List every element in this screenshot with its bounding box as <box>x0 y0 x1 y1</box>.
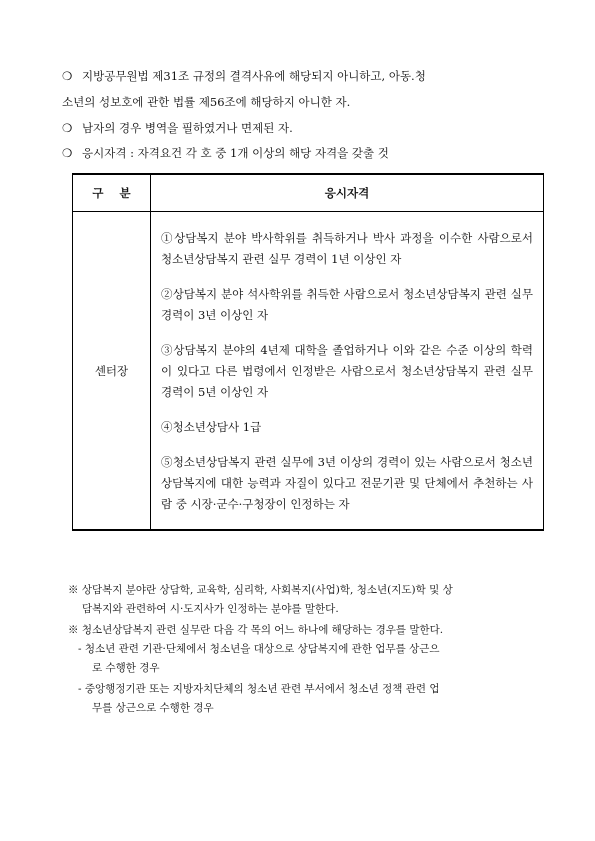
qualification-item-2: ②상담복지 분야 석사학위를 취득한 사람으로서 청소년상담복지 관련 실무 경력이 3년 이상인 자 <box>161 287 533 322</box>
table-header-row <box>73 174 544 212</box>
military-service-line: 남자의 경우 병역을 필하였거나 면제된 자. <box>82 121 293 135</box>
note-sub-item-2: - 중앙행정기관 또는 지방자치단체의 청소년 관련 부서에서 청소년 정책 관련 업 <box>78 683 440 695</box>
qualification-item-1: ①상담복지 분야 박사학위를 취득하거나 박사 과정을 이수한 사람으로서 청소년상담복지 관련 실무 경력이 1년 이상인 자 <box>161 231 533 266</box>
bullet-circle-icon: ❍ <box>62 146 73 160</box>
note-counseling-field: ※ 상담복지 분야란 상담학, 교육학, 심리학, 사회복지(사업)학, 청소년(지도)학 및 상 <box>68 584 453 596</box>
bullet-circle-icon: ❍ <box>62 121 73 135</box>
qualification-item-5: ⑤청소년상담복지 관련 실무에 3년 이상의 경력이 있는 사람으로서 청소년상담복지에 대한 능력과 자질이 있다고 전문기관 및 단체에서 추천하는 사람 중 시장·군수·구청장이 인정하는 자 <box>161 455 533 511</box>
note-sub-item-1-cont: 로 수행한 경우 <box>92 662 160 674</box>
note-sub-item-2-cont: 무를 상근으로 수행한 경우 <box>92 702 214 714</box>
table-row <box>73 212 544 531</box>
qualification-line: 응시자격 : 자격요건 각 호 중 1개 이상의 해당 자격을 갖출 것 <box>82 146 389 160</box>
qualification-item-4: ④청소년상담사 1급 <box>161 420 262 434</box>
eligibility-line-1-cont: 소년의 성보호에 관한 법률 제56조에 해당하지 아니한 자. <box>62 95 351 109</box>
note-counseling-field-cont: 담복지와 관련하여 시·도지사가 인정하는 분야를 말한다. <box>82 603 339 615</box>
note-practical-experience: ※ 청소년상담복지 관련 실무란 다음 각 목의 어느 하나에 해당하는 경우를 말한다. <box>68 624 444 636</box>
header-category: 구 분 <box>73 174 151 212</box>
header-qualification: 응시자격 <box>151 174 544 212</box>
qualification-items-cell <box>151 212 544 531</box>
category-cell: 센터장 <box>73 212 151 531</box>
qualification-item-3: ③상담복지 분야의 4년제 대학을 졸업하거나 이와 같은 수준 이상의 학력이 있다고 다른 법령에서 인정받은 사람으로서 청소년상담복지 관련 실무 경력이 5년 이상인 자 <box>161 343 533 399</box>
qualification-table <box>72 173 544 531</box>
eligibility-line-1: 지방공무원법 제31조 규정의 결격사유에 해당되지 아니하고, 아동.청 <box>82 69 426 83</box>
bullet-circle-icon: ❍ <box>62 69 73 83</box>
note-sub-item-1: - 청소년 관련 기관·단체에서 청소년을 대상으로 상담복지에 관한 업무를 상근으 <box>78 643 440 655</box>
